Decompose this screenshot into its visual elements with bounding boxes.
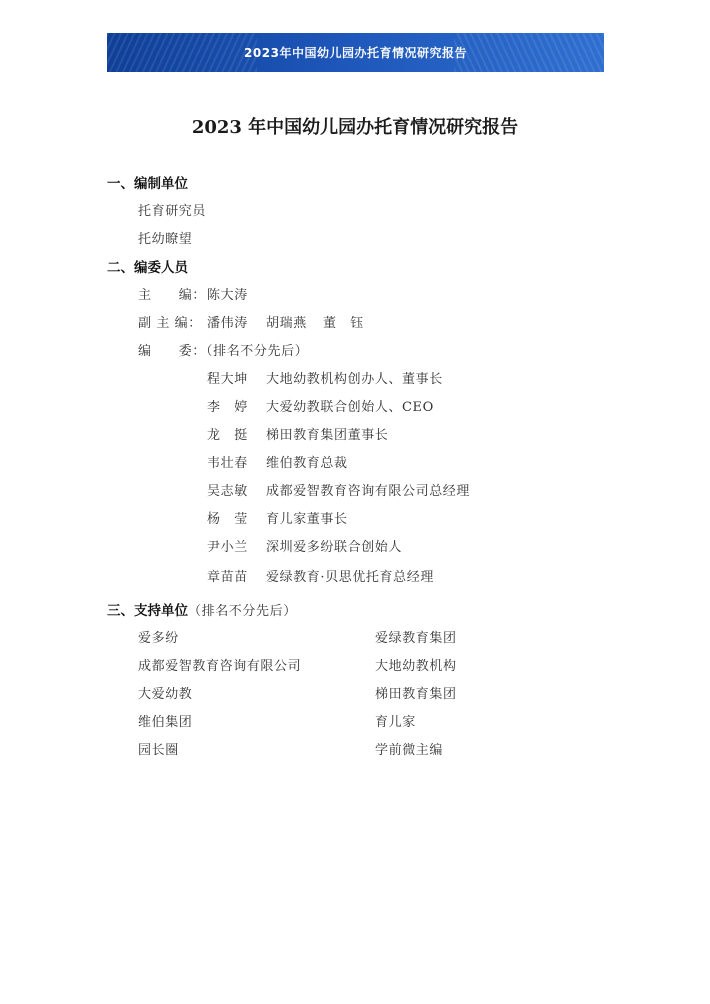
supporter-item: 育儿家 <box>375 715 416 730</box>
member-role: 成都爱智教育咨询有限公司总经理 <box>266 484 471 499</box>
member-role: 爱绿教育·贝思优托育总经理 <box>266 570 434 585</box>
supporter-item: 成都爱智教育咨询有限公司 <box>138 659 302 674</box>
supporters-note: （排名不分先后） <box>188 604 297 619</box>
editor-unit-item: 托育研究员 <box>138 204 207 219</box>
supporter-item: 大爱幼教 <box>138 687 193 702</box>
member-name: 程大坤 <box>207 372 248 387</box>
supporter-item: 园长圈 <box>138 743 179 758</box>
page-title: 2023 年中国幼儿园办托育情况研究报告 <box>191 117 519 138</box>
chief-editor-name: 陈大涛 <box>207 288 248 303</box>
member-role: 育儿家董事长 <box>266 512 348 527</box>
section-heading-editorial-board: 二、编委人员 <box>107 260 188 276</box>
deputy-editor-label: 副 主 编： <box>138 316 202 331</box>
header-banner <box>107 33 604 72</box>
section-heading-editor-unit: 一、编制单位 <box>107 176 188 192</box>
supporter-item: 爱多纷 <box>138 631 179 646</box>
member-name: 吴志敏 <box>207 484 248 499</box>
member-role: 梯田教育集团董事长 <box>266 428 389 443</box>
supporter-item: 学前微主编 <box>375 743 444 758</box>
supporter-item: 梯田教育集团 <box>375 687 457 702</box>
member-name: 尹小兰 <box>207 540 248 555</box>
supporter-item: 维伯集团 <box>138 715 193 730</box>
member-name: 杨 莹 <box>207 512 248 527</box>
section-heading-supporters: 三、支持单位 <box>107 603 188 619</box>
banner-title: 2023年中国幼儿园办托育情况研究报告 <box>244 46 467 60</box>
board-members-label: 编 委：（排名不分先后） <box>138 344 309 359</box>
supporter-item: 大地幼教机构 <box>375 659 457 674</box>
member-role: 深圳爱多纷联合创始人 <box>266 540 403 555</box>
chief-editor-label: 主 编： <box>138 288 207 303</box>
deputy-editor-name: 胡瑞燕 <box>266 316 307 331</box>
deputy-editor-name: 潘伟涛 <box>207 316 248 331</box>
member-role: 大爱幼教联合创始人、CEO <box>266 400 434 415</box>
member-name: 李 婷 <box>207 400 248 415</box>
member-role: 大地幼教机构创办人、董事长 <box>266 372 443 387</box>
supporter-item: 爱绿教育集团 <box>375 631 457 646</box>
deputy-editor-name: 董 钰 <box>323 316 364 331</box>
member-role: 维伯教育总裁 <box>266 456 348 471</box>
editor-unit-item: 托幼瞭望 <box>138 232 193 247</box>
member-name: 龙 挺 <box>207 428 248 443</box>
member-name: 韦壮春 <box>207 456 248 471</box>
member-name: 章苗苗 <box>207 570 248 585</box>
section-heading-supporters-row <box>107 602 297 621</box>
